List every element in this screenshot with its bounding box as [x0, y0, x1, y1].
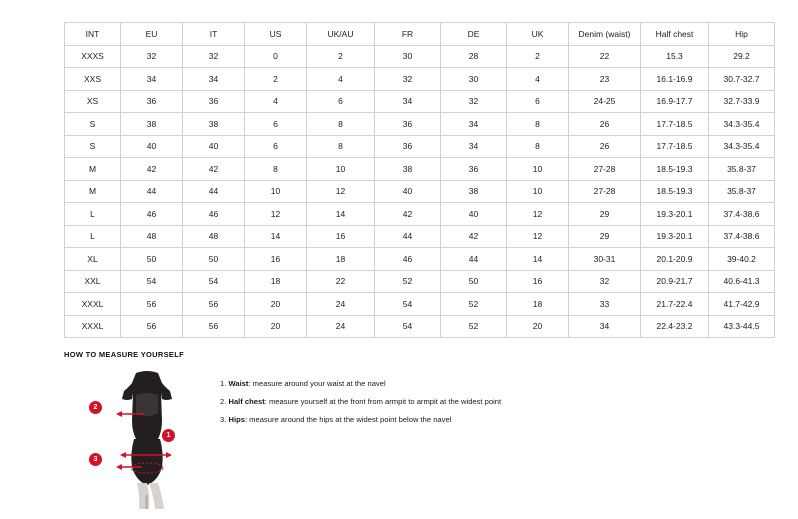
cell-fr: 52 [375, 270, 441, 293]
cell-hip: 30.7-32.7 [709, 68, 775, 91]
cell-fr: 54 [375, 293, 441, 316]
cell-hip: 39-40.2 [709, 248, 775, 271]
cell-it: 56 [183, 315, 245, 338]
cell-it: 50 [183, 248, 245, 271]
cell-uk: 8 [507, 135, 569, 158]
measure-badge-3: 3 [89, 453, 102, 466]
cell-it: 46 [183, 203, 245, 226]
cell-de: 52 [441, 315, 507, 338]
instruction-text-waist: : measure around your waist at the navel [248, 379, 386, 388]
table-row [65, 225, 775, 248]
column-header-fr: FR [375, 23, 441, 46]
column-header-int: INT [65, 23, 121, 46]
cell-de: 36 [441, 158, 507, 181]
cell-uk-au: 10 [307, 158, 375, 181]
cell-de: 42 [441, 225, 507, 248]
how-to-measure-section [64, 350, 764, 509]
cell-int: XXS [65, 68, 121, 91]
column-header-de: DE [441, 23, 507, 46]
cell-hip: 40.6-41.3 [709, 270, 775, 293]
cell-de: 32 [441, 90, 507, 113]
cell-uk-au: 6 [307, 90, 375, 113]
cell-uk-au: 4 [307, 68, 375, 91]
cell-us: 10 [245, 180, 307, 203]
cell-us: 20 [245, 315, 307, 338]
cell-de: 30 [441, 68, 507, 91]
cell-it: 36 [183, 90, 245, 113]
cell-denim-waist: 34 [569, 315, 641, 338]
cell-fr: 38 [375, 158, 441, 181]
column-header-us: US [245, 23, 307, 46]
cell-uk-au: 14 [307, 203, 375, 226]
cell-uk: 16 [507, 270, 569, 293]
cell-hip: 35.8-37 [709, 158, 775, 181]
measure-badge-2: 2 [89, 401, 102, 414]
cell-eu: 36 [121, 90, 183, 113]
cell-int: M [65, 180, 121, 203]
cell-fr: 30 [375, 45, 441, 68]
cell-fr: 46 [375, 248, 441, 271]
cell-uk-au: 12 [307, 180, 375, 203]
cell-half-chest: 18.5-19.3 [641, 158, 709, 181]
cell-eu: 38 [121, 113, 183, 136]
column-header-eu: EU [121, 23, 183, 46]
table-row [65, 113, 775, 136]
cell-fr: 34 [375, 90, 441, 113]
table-row [65, 158, 775, 181]
cell-uk: 10 [507, 158, 569, 181]
cell-half-chest: 19.3-20.1 [641, 225, 709, 248]
cell-uk-au: 8 [307, 113, 375, 136]
cell-denim-waist: 24-25 [569, 90, 641, 113]
cell-de: 50 [441, 270, 507, 293]
table-row [65, 315, 775, 338]
instruction-text-hips: : measure around the hips at the widest point below the navel [244, 415, 452, 425]
cell-eu: 34 [121, 68, 183, 91]
cell-hip: 34.3-35.4 [709, 135, 775, 158]
cell-uk-au: 22 [307, 270, 375, 293]
cell-de: 44 [441, 248, 507, 271]
cell-us: 8 [245, 158, 307, 181]
cell-it: 42 [183, 158, 245, 181]
cell-us: 4 [245, 90, 307, 113]
cell-uk: 6 [507, 90, 569, 113]
cell-uk: 12 [507, 203, 569, 226]
table-row [65, 180, 775, 203]
instruction-number-2: 2. [220, 397, 227, 407]
cell-de: 38 [441, 180, 507, 203]
cell-eu: 56 [121, 293, 183, 316]
table-row [65, 45, 775, 68]
instruction-term-hips: Hips [228, 415, 245, 425]
cell-it: 48 [183, 225, 245, 248]
cell-hip: 32.7-33.9 [709, 90, 775, 113]
table-row [65, 293, 775, 316]
cell-hip: 37.4-38.6 [709, 203, 775, 226]
column-header-denim-waist: Denim (waist) [569, 23, 641, 46]
cell-eu: 42 [121, 158, 183, 181]
cell-eu: 56 [121, 315, 183, 338]
table-row [65, 270, 775, 293]
cell-fr: 44 [375, 225, 441, 248]
size-chart-table [64, 22, 775, 338]
cell-de: 40 [441, 203, 507, 226]
cell-fr: 40 [375, 180, 441, 203]
size-chart-head [65, 23, 775, 46]
cell-uk-au: 8 [307, 135, 375, 158]
cell-half-chest: 22.4-23.2 [641, 315, 709, 338]
size-chart-body [65, 45, 775, 338]
cell-half-chest: 18.5-19.3 [641, 180, 709, 203]
mannequin-illustration-icon [92, 369, 202, 509]
cell-uk-au: 2 [307, 45, 375, 68]
cell-half-chest: 19.3-20.1 [641, 203, 709, 226]
size-chart-table-wrapper [64, 22, 760, 338]
cell-int: XL [65, 248, 121, 271]
cell-it: 56 [183, 293, 245, 316]
measure-instruction-waist [220, 379, 764, 388]
measure-instruction-half-chest [220, 397, 764, 406]
cell-us: 12 [245, 203, 307, 226]
cell-half-chest: 17.7-18.5 [641, 135, 709, 158]
mannequin-figure [92, 369, 202, 509]
cell-fr: 32 [375, 68, 441, 91]
instruction-number-3: 3. [220, 415, 227, 425]
cell-denim-waist: 22 [569, 45, 641, 68]
table-header-row [65, 23, 775, 46]
cell-it: 34 [183, 68, 245, 91]
cell-uk: 14 [507, 248, 569, 271]
cell-half-chest: 16.1-16.9 [641, 68, 709, 91]
column-header-half-chest: Half chest [641, 23, 709, 46]
cell-uk-au: 18 [307, 248, 375, 271]
cell-fr: 36 [375, 113, 441, 136]
column-header-uk: UK [507, 23, 569, 46]
cell-hip: 29.2 [709, 45, 775, 68]
cell-denim-waist: 32 [569, 270, 641, 293]
cell-denim-waist: 29 [569, 225, 641, 248]
cell-int: XXXS [65, 45, 121, 68]
cell-us: 6 [245, 113, 307, 136]
cell-denim-waist: 33 [569, 293, 641, 316]
cell-hip: 34.3-35.4 [709, 113, 775, 136]
cell-uk: 10 [507, 180, 569, 203]
cell-int: XS [65, 90, 121, 113]
measure-instructions [220, 369, 764, 433]
cell-uk: 18 [507, 293, 569, 316]
measure-badge-1: 1 [162, 429, 175, 442]
cell-int: S [65, 135, 121, 158]
cell-eu: 50 [121, 248, 183, 271]
cell-fr: 42 [375, 203, 441, 226]
cell-half-chest: 15.3 [641, 45, 709, 68]
cell-int: XXXL [65, 293, 121, 316]
cell-denim-waist: 26 [569, 113, 641, 136]
cell-eu: 40 [121, 135, 183, 158]
how-to-measure-body [64, 369, 764, 509]
cell-int: XXL [65, 270, 121, 293]
cell-eu: 44 [121, 180, 183, 203]
instruction-text-half-chest: : measure yourself at the front from armpit to armpit at the widest point [264, 397, 502, 407]
cell-de: 34 [441, 113, 507, 136]
cell-de: 34 [441, 135, 507, 158]
cell-half-chest: 20.9-21.7 [641, 270, 709, 293]
cell-half-chest: 20.1-20.9 [641, 248, 709, 271]
cell-uk-au: 16 [307, 225, 375, 248]
table-row [65, 248, 775, 271]
cell-int: L [65, 225, 121, 248]
cell-eu: 54 [121, 270, 183, 293]
cell-int: M [65, 158, 121, 181]
cell-denim-waist: 27-28 [569, 158, 641, 181]
cell-uk: 12 [507, 225, 569, 248]
cell-us: 18 [245, 270, 307, 293]
cell-de: 28 [441, 45, 507, 68]
cell-denim-waist: 26 [569, 135, 641, 158]
cell-denim-waist: 27-28 [569, 180, 641, 203]
cell-fr: 54 [375, 315, 441, 338]
cell-it: 40 [183, 135, 245, 158]
cell-us: 0 [245, 45, 307, 68]
table-row [65, 203, 775, 226]
cell-int: S [65, 113, 121, 136]
cell-uk: 4 [507, 68, 569, 91]
cell-denim-waist: 23 [569, 68, 641, 91]
how-to-measure-title: HOW TO MEASURE YOURSELF [64, 350, 184, 359]
cell-uk-au: 24 [307, 293, 375, 316]
cell-uk: 20 [507, 315, 569, 338]
cell-it: 38 [183, 113, 245, 136]
cell-denim-waist: 29 [569, 203, 641, 226]
cell-hip: 43.3-44.5 [709, 315, 775, 338]
instruction-term-half-chest: Half chest [228, 397, 265, 407]
cell-it: 44 [183, 180, 245, 203]
cell-it: 54 [183, 270, 245, 293]
cell-half-chest: 17.7-18.5 [641, 113, 709, 136]
cell-de: 52 [441, 293, 507, 316]
column-header-it: IT [183, 23, 245, 46]
cell-half-chest: 16.9-17.7 [641, 90, 709, 113]
cell-int: L [65, 203, 121, 226]
cell-us: 16 [245, 248, 307, 271]
column-header-hip: Hip [709, 23, 775, 46]
cell-us: 20 [245, 293, 307, 316]
cell-hip: 41.7-42.9 [709, 293, 775, 316]
cell-it: 32 [183, 45, 245, 68]
cell-us: 6 [245, 135, 307, 158]
cell-denim-waist: 30-31 [569, 248, 641, 271]
table-row [65, 90, 775, 113]
instruction-term-waist: Waist [228, 379, 249, 388]
cell-uk: 2 [507, 45, 569, 68]
table-row [65, 135, 775, 158]
cell-half-chest: 21.7-22.4 [641, 293, 709, 316]
cell-uk: 8 [507, 113, 569, 136]
cell-hip: 37.4-38.6 [709, 225, 775, 248]
cell-hip: 35.8-37 [709, 180, 775, 203]
cell-fr: 36 [375, 135, 441, 158]
column-header-uk-au: UK/AU [307, 23, 375, 46]
cell-eu: 46 [121, 203, 183, 226]
cell-int: XXXL [65, 315, 121, 338]
cell-us: 2 [245, 68, 307, 91]
cell-us: 14 [245, 225, 307, 248]
instruction-number-1: 1. [220, 379, 227, 388]
table-row [65, 68, 775, 91]
cell-eu: 48 [121, 225, 183, 248]
cell-uk-au: 24 [307, 315, 375, 338]
cell-eu: 32 [121, 45, 183, 68]
measure-instruction-hips [220, 415, 764, 424]
